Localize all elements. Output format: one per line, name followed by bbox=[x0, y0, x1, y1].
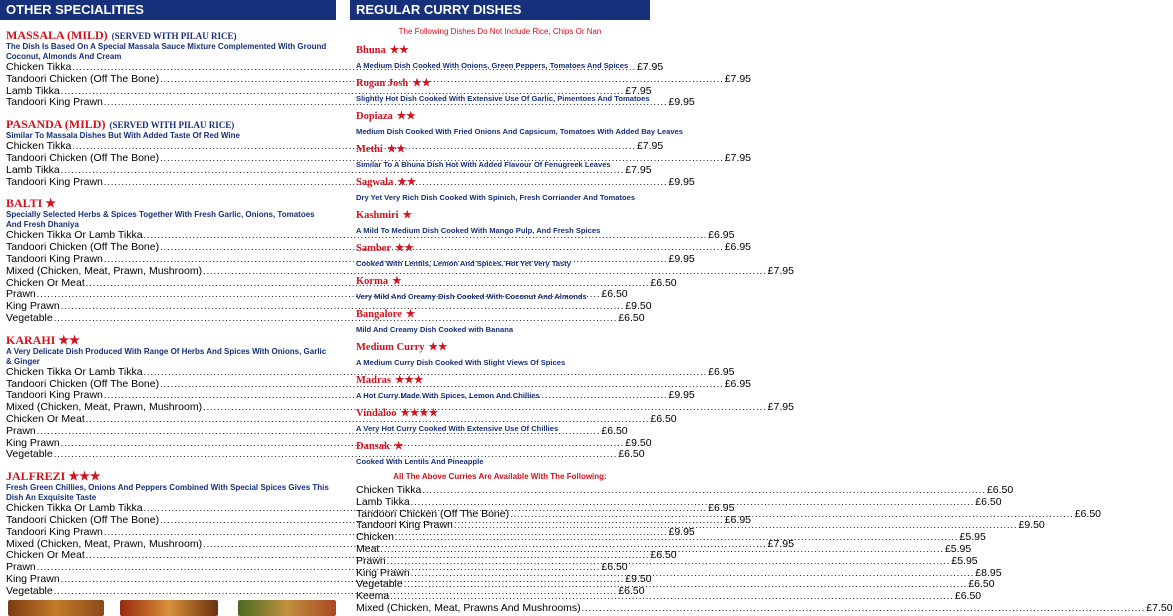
curry-entry bbox=[356, 242, 650, 269]
star-icons: ★★★ bbox=[395, 375, 424, 386]
item-name: Prawn bbox=[6, 288, 36, 301]
item-name: Vegetable bbox=[356, 578, 403, 591]
curry-description: Medium Dish Cooked With Fried Onions And Capsicum, Tomatoes With Added Bay Leaves bbox=[356, 127, 683, 136]
item-name: Tandoori Chicken (Off The Bone) bbox=[6, 72, 160, 85]
curry-entry bbox=[356, 436, 652, 467]
item-name: Tandoori Chicken (Off The Bone) bbox=[356, 507, 510, 520]
item-name: Vegetable bbox=[6, 311, 53, 324]
curry-entry bbox=[356, 308, 650, 335]
curry-entry bbox=[356, 407, 650, 434]
curry-entry bbox=[356, 209, 650, 236]
curry-title bbox=[356, 110, 650, 124]
curry-title bbox=[356, 407, 650, 421]
item-name: Tandoori King Prawn bbox=[6, 96, 103, 109]
item-name: Vegetable bbox=[6, 448, 53, 461]
section-title bbox=[6, 469, 336, 483]
dot-leader bbox=[387, 556, 951, 568]
curry-entry bbox=[356, 44, 650, 71]
dot-leader bbox=[582, 603, 1146, 615]
curry-options-note: All The Above Curries Are Available With The Following: bbox=[393, 472, 607, 481]
dot-leader bbox=[411, 497, 975, 509]
item-name: Tandoori King Prawn bbox=[6, 525, 103, 538]
food-photos-strip bbox=[0, 600, 336, 616]
item-price: £9.95 bbox=[668, 252, 695, 265]
item-price: £6.50 bbox=[986, 484, 1014, 496]
food-photo bbox=[238, 600, 336, 616]
item-price: £9.95 bbox=[668, 525, 695, 538]
item-name: Vegetable bbox=[6, 584, 53, 597]
star-icons: ★★ bbox=[395, 243, 414, 254]
dot-leader bbox=[510, 509, 1074, 521]
curry-entry bbox=[356, 176, 650, 203]
item-price: £5.95 bbox=[959, 531, 986, 544]
item-name: King Prawn bbox=[356, 566, 410, 579]
item-price: £6.95 bbox=[724, 513, 751, 526]
item-price: £6.50 bbox=[968, 578, 995, 591]
curry-description: A Medium Curry Dish Cooked With Slight Views Of Spices bbox=[356, 358, 566, 367]
curry-description: A Medium Dish Cooked With Onions, Green Peppers, Tomatoes And Spices bbox=[356, 61, 629, 70]
item-name: Chicken Tikka Or Lamb Tikka bbox=[6, 502, 143, 515]
item-price: £9.50 bbox=[1018, 519, 1045, 532]
curry-name: Kashmiri bbox=[356, 210, 399, 221]
star-icons: ★★ bbox=[396, 111, 416, 122]
other-specialities-header: OTHER SPECIALITIES bbox=[0, 0, 336, 20]
item-price: £5.95 bbox=[951, 554, 978, 567]
item-name: Chicken bbox=[356, 531, 394, 544]
section-name: PASANDA (MILD) bbox=[6, 117, 106, 132]
dot-leader bbox=[454, 520, 1018, 532]
item-price: £6.50 bbox=[975, 495, 1002, 508]
item-price: £7.95 bbox=[636, 140, 664, 153]
curry-entry bbox=[356, 77, 650, 104]
food-photo bbox=[120, 600, 218, 616]
section-description: A Very Delicate Dish Produced With Range Of Herbs And Spices With Onions, Garlic & Ginger bbox=[6, 346, 327, 366]
item-name: Tandoori King Prawn bbox=[6, 252, 103, 265]
curry-name: Samber bbox=[356, 243, 391, 254]
section-name: JALFREZI bbox=[6, 469, 66, 484]
item-name: Mixed (Chicken, Meat, Prawn, Mushroom) bbox=[6, 537, 203, 550]
curry-description: Cooked With Lentils And Pineapple bbox=[356, 457, 484, 466]
item-name: Prawn bbox=[6, 424, 36, 437]
item-price: £6.50 bbox=[601, 288, 628, 301]
item-name: Tandoori Chicken (Off The Bone) bbox=[6, 241, 160, 254]
curry-title bbox=[356, 275, 650, 289]
item-price: £6.95 bbox=[724, 241, 751, 254]
item-price: £6.50 bbox=[954, 590, 982, 603]
section-description: Similar To Massala Dishes But With Added Taste Of Red Wine bbox=[6, 131, 240, 141]
item-name: Chicken Or Meat bbox=[6, 549, 85, 562]
item-name: Chicken Or Meat bbox=[6, 412, 85, 425]
star-icons: ★ bbox=[405, 309, 416, 320]
curry-name: Madras bbox=[356, 375, 391, 386]
curry-name: Vindaloo bbox=[356, 408, 397, 419]
curry-description: Slightly Hot Dish Cooked With Extensive Use Of Garlic, Pimentoes And Tomatoes bbox=[356, 94, 650, 103]
item-name: Lamb Tikka bbox=[356, 495, 410, 508]
curry-title bbox=[356, 176, 650, 190]
item-name: Chicken Tikka bbox=[6, 61, 72, 73]
item-price: £6.95 bbox=[708, 365, 735, 378]
item-price: £6.50 bbox=[650, 412, 677, 425]
item-name: Mixed (Chicken, Meat, Prawn, Mushroom) bbox=[6, 401, 203, 414]
item-price: £9.95 bbox=[668, 96, 695, 109]
star-icons: ★★ bbox=[389, 45, 409, 56]
menu-item bbox=[6, 264, 794, 278]
curry-description: Similar To A Bhuna Dish Hot With Added Flavour Of Fenugreek Leaves bbox=[356, 160, 611, 169]
star-icons: ★★★★ bbox=[400, 408, 439, 419]
item-name: Mixed (Chicken, Meat, Prawn, Mushroom) bbox=[6, 264, 203, 277]
star-icons: ★★ bbox=[412, 78, 432, 89]
item-price: £9.50 bbox=[625, 572, 652, 585]
curry-description: A Mild To Medium Dish Cooked With Mango Pulp, And Fresh Spices bbox=[356, 226, 601, 235]
item-name: Lamb Tikka bbox=[6, 163, 60, 176]
curry-name: Dopiaza bbox=[356, 111, 393, 122]
section-description: The Dish Is Based On A Special Massala Sauce Mixture Complemented With Ground Coconut, Almonds And Cream bbox=[6, 42, 327, 61]
section-name: KARAHI bbox=[6, 332, 56, 347]
item-price: £6.95 bbox=[724, 377, 751, 390]
item-price: £9.50 bbox=[625, 436, 652, 449]
curry-description: Very Mild And Creamy Dish Cooked With Coconut And Almonds bbox=[356, 292, 587, 301]
star-icons: ★ bbox=[392, 276, 402, 287]
curry-description: A Hot Curry Made With Spices, Lemon And Chillies bbox=[356, 391, 540, 400]
curry-name: Sagwala bbox=[356, 177, 394, 188]
section-title bbox=[6, 196, 336, 210]
curry-name: Medium Curry bbox=[356, 342, 425, 353]
star-icons: ★ bbox=[402, 210, 413, 221]
item-name: Tandoori King Prawn bbox=[6, 389, 103, 402]
section-subtitle: (SERVED WITH PILAU RICE) bbox=[109, 120, 235, 131]
curry-name: Korma bbox=[356, 276, 389, 287]
curry-name: Rogan Josh bbox=[356, 78, 409, 89]
menu-item bbox=[356, 601, 1173, 615]
dot-leader bbox=[395, 532, 959, 544]
item-price: £6.50 bbox=[618, 448, 645, 461]
item-price: £9.50 bbox=[625, 300, 652, 313]
item-price: £6.50 bbox=[618, 311, 645, 324]
item-price: £7.95 bbox=[636, 61, 664, 73]
item-price: £6.95 bbox=[708, 502, 735, 515]
dot-leader bbox=[411, 568, 975, 580]
curry-title bbox=[356, 436, 652, 454]
curry-entry bbox=[356, 110, 683, 137]
item-name: Tandoori King Prawn bbox=[356, 519, 453, 532]
item-name: Chicken Tikka Or Lamb Tikka bbox=[6, 365, 143, 378]
curry-name: Bangalore bbox=[356, 309, 402, 320]
curry-title bbox=[356, 308, 650, 322]
dot-leader bbox=[404, 579, 968, 591]
item-price: £6.50 bbox=[601, 561, 628, 574]
curry-title bbox=[356, 374, 650, 388]
curry-name: Methi bbox=[356, 144, 383, 155]
item-price: £7.50 bbox=[1146, 601, 1173, 614]
item-price: £5.95 bbox=[944, 542, 972, 555]
star-icons: ★★ bbox=[397, 177, 417, 188]
item-price: £7.95 bbox=[767, 537, 794, 550]
item-name: Chicken Tikka Or Lamb Tikka bbox=[6, 229, 143, 242]
star-icons: ★★ bbox=[58, 332, 80, 347]
item-price: £7.95 bbox=[767, 401, 794, 414]
item-name: Meat bbox=[356, 542, 380, 555]
curry-title bbox=[356, 143, 650, 157]
curry-title bbox=[356, 77, 650, 91]
star-icons: ★ bbox=[45, 196, 57, 211]
item-price: £7.95 bbox=[767, 264, 794, 277]
item-name: Prawn bbox=[6, 561, 36, 574]
item-price: £9.95 bbox=[668, 175, 695, 188]
curry-description: Cooked With Lentils, Lemon And Spices. Hot Yet Very Tasty bbox=[356, 259, 571, 268]
item-name: Chicken Or Meat bbox=[6, 276, 85, 289]
item-price: £6.50 bbox=[1074, 507, 1101, 520]
item-price: £6.50 bbox=[618, 584, 645, 597]
item-price: £7.95 bbox=[625, 84, 652, 97]
item-name: Prawn bbox=[356, 554, 386, 567]
curry-entry bbox=[356, 374, 650, 401]
menu-item bbox=[6, 365, 735, 379]
dot-leader bbox=[380, 544, 944, 556]
menu-item bbox=[6, 448, 645, 461]
menu-item bbox=[6, 300, 652, 313]
curry-title bbox=[356, 44, 650, 58]
curry-description: A Very Hot Curry Cooked With Extensive Use Of Chillies bbox=[356, 424, 559, 433]
section-title bbox=[6, 117, 336, 131]
curry-description: Dry Yet Very Rich Dish Cooked With Spinich, Fresh Corriander And Tomatoes bbox=[356, 193, 636, 202]
curry-title bbox=[356, 242, 650, 256]
item-price: £6.50 bbox=[650, 549, 677, 562]
section-description: Fresh Green Chillies, Onions And Peppers Combined With Special Spices Gives This Dish An Exquisite Taste bbox=[6, 483, 329, 503]
curry-title bbox=[356, 341, 650, 355]
item-name: King Prawn bbox=[6, 436, 60, 449]
item-price: £9.95 bbox=[668, 389, 695, 402]
item-price: £6.95 bbox=[708, 229, 735, 242]
item-name: Chicken Tikka bbox=[6, 140, 72, 153]
curry-entry bbox=[356, 143, 650, 170]
item-name: Keema bbox=[356, 590, 390, 603]
curry-entry bbox=[356, 341, 650, 368]
curry-name: Dansak bbox=[356, 441, 390, 452]
curry-note: The Following Dishes Do Not Include Rice, Chips Or Nan bbox=[398, 27, 602, 36]
item-price: £7.95 bbox=[724, 151, 751, 164]
section-subtitle: (SERVED WITH PILAU RICE) bbox=[111, 31, 237, 41]
item-price: £7.95 bbox=[625, 163, 652, 176]
star-icons: ★★★ bbox=[68, 469, 101, 484]
star-icons: ★ bbox=[393, 441, 404, 452]
curry-entry bbox=[356, 275, 650, 302]
curry-name: Bhuna bbox=[356, 45, 386, 56]
item-name: King Prawn bbox=[6, 572, 60, 585]
item-price: £8.95 bbox=[975, 566, 1002, 579]
item-name: Tandoori Chicken (Off The Bone) bbox=[6, 513, 160, 526]
curry-description: Mild And Creamy Dish Cooked with Banana bbox=[356, 325, 514, 334]
food-photo bbox=[8, 600, 104, 616]
item-price: £7.95 bbox=[724, 72, 751, 85]
regular-curry-header: REGULAR CURRY DISHES bbox=[350, 0, 650, 20]
item-price: £6.50 bbox=[601, 424, 628, 437]
item-name: Tandoori Chicken (Off The Bone) bbox=[6, 377, 160, 390]
item-name: King Prawn bbox=[6, 300, 60, 313]
curry-title bbox=[356, 209, 650, 223]
section-description: Specially Selected Herbs & Spices Together With Fresh Garlic, Onions, Tomatoes And Fresh Dhaniya bbox=[6, 210, 315, 230]
item-name: Tandoori Chicken (Off The Bone) bbox=[6, 151, 160, 164]
section-name: MASSALA (MILD) bbox=[6, 28, 108, 42]
item-name: Lamb Tikka bbox=[6, 84, 60, 97]
dot-leader bbox=[422, 485, 986, 497]
section-title bbox=[6, 333, 336, 347]
section-title bbox=[6, 28, 336, 42]
star-icons: ★★ bbox=[386, 144, 406, 155]
item-price: £6.50 bbox=[650, 276, 677, 289]
section-name: BALTI bbox=[6, 196, 43, 211]
item-name: Tandoori King Prawn bbox=[6, 175, 103, 188]
star-icons: ★★ bbox=[428, 342, 448, 353]
item-name: Chicken Tikka bbox=[356, 484, 422, 496]
item-name: Mixed (Chicken, Meat, Prawns And Mushrooms) bbox=[356, 601, 581, 614]
